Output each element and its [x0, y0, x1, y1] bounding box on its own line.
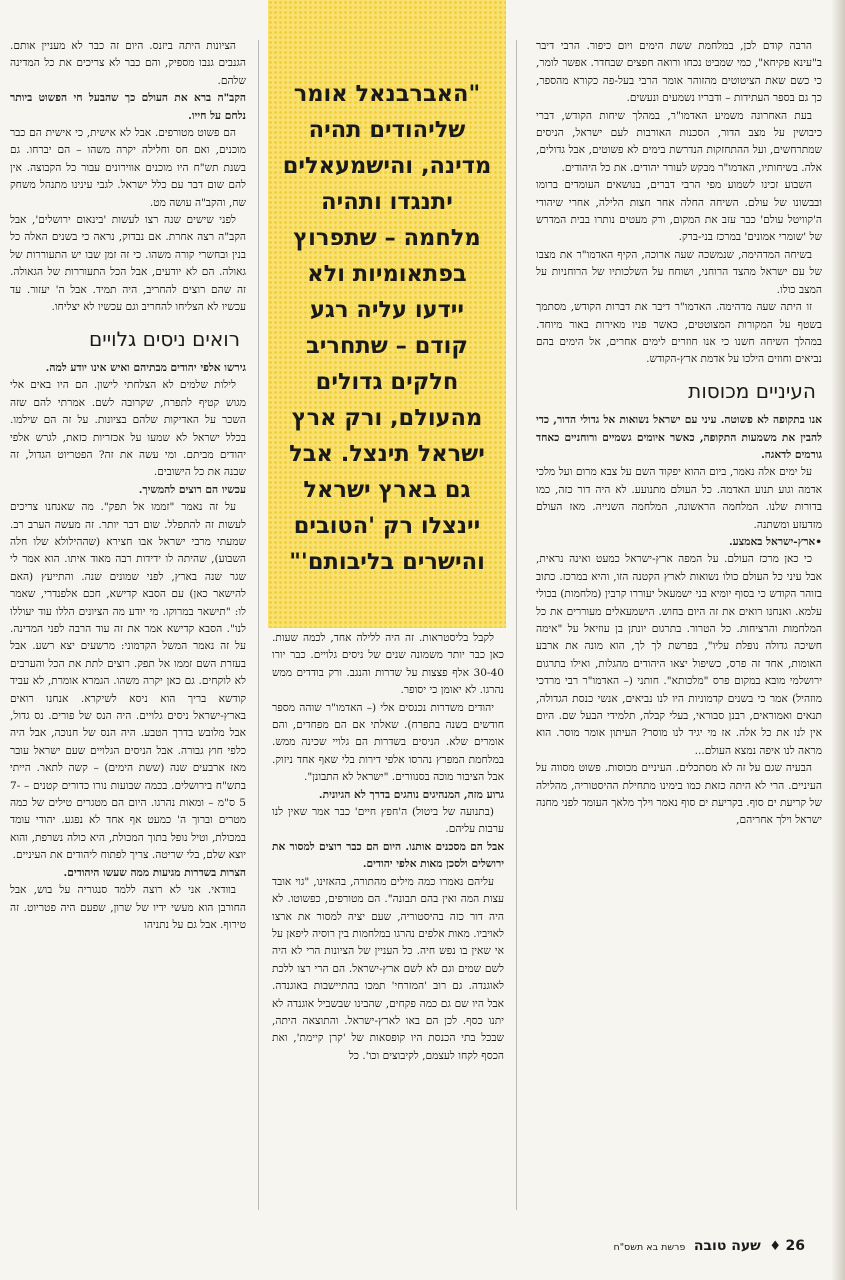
paragraph: עליהם נאמרו כמה מילים מהתורה, בהאזינו, "גוי אובד עצות המה ואין בהם תבונה". הם מטורפים, כפשוטו. לא היה דור כזה בהיסטוריה, שעם יציה למסור את ארצו לאויביו. מאות אלפים נהרגו במלחמות בין רוסיה ליפאן על אי שאין בו נפש חיה. כל העניין של הציונות הרי לא היה לשם שמים וגם לא לשם ארץ-ישראל. הם הרי רצו ללכת לאוגנדה. גם רוב 'המזרחי' תמכו בהתיישבות באוגנדה. אבל היו שם גם כמה פקחים, שהבינו שבשביל אוגנדה לא יתנו כסף. לכן הם באו לארץ-ישראל. והתוצאה היתה, שבכל בתי הכנסת היו קופסאות של 'קרן קיימת', ואת הכסף לקחו לעצמם, לקיבוצים וכו'. כל [272, 875, 504, 1062]
paragraph-bold: אנו בתקופה לא פשוטה. עיני עם ישראל נשואות אל גדולי הדור, כדי להבין את משמעות התקופה, כאשר איומים גשמיים ורוחניים כאחד גורמים לדאגה. [536, 414, 822, 461]
paragraph: בשיחה המדהימה, שנמשכה שעה ארוכה, הקיף האדמו"ר את מצבו של עם ישראל מהצד הרוחני, ושוחח על השלכותיו של הרוחניות על המצב כולו. [536, 248, 822, 296]
paragraph: זו היתה שעה מדהימה. האדמו"ר דיבר את דברות הקודש, מסתמך בשטף על המקורות המצוטטים, כאשר פניו מאירות באור מיוחד. במהלך השיחה חשנו כי אנו חוזרים לימים אחרים, אל הימים בהם נביאים וחוזים הילכו על אדמת ארץ-הקודש. [536, 301, 822, 366]
folio [613, 1238, 805, 1254]
paragraph: לילות שלמים לא הצלחתי לישון. הם היו באים אלי מגוש קטיף לתפרח, שקרובה לשם. אמרתי להם שזה השכר על האדיקות שלהם בציונות. על זה הם שילמו. בכלל ישראל לא שמעו על אכזריות כזאת, לגרש אלפי יהודים מביתם. ומי עשה את זה? הפטריוט הגדול, זה שבנה את כל הישובים. [10, 379, 246, 479]
paragraph: הרבה קודם לכן, במלחמת ששת הימים ויום כיפור. הרבי דיבר ב"עינא פקיחא", כמי שמביט נכחו ורואה חפצים שבחדר. אפשר לומר, כי כשם שאת הציטוטים מהזוהר אומר הרבי בעל-פה כקורא מהספר, כך גם בספר העתידות – ודבריו נשמעים ונעשים. [536, 40, 822, 105]
article-column-right [536, 38, 822, 1210]
page-footer [0, 1216, 845, 1280]
paragraph: לפני שישים שנה רצו לעשות 'בינאום ירושלים', אבל הקב"ה רצה אחרת. אם נבדוק, נראה כי בשנים האלה כל בנין ובחשרי קורה משהו. כי זה זמן שבו יש התעוררות של גאולה. הם לא יודעים, אבל הכל התעוררות של הגאולה. זה שהם רוצים להחריב, היה תמיד. אבל ה' יעזור. עד עכשיו לא הצליחו להחריב וגם עכשיו לא יצליחו. [10, 214, 246, 314]
column-divider [516, 40, 517, 1210]
paragraph-bold: •ארץ-ישראל באמצע. [728, 535, 822, 548]
paragraph: בוודאי. אני לא רוצה ללמד סנגוריה על בוש, אבל החורבן הוא מעשי ידיו של שרון, שפעם היה פטריוט. זה טירוף. אבל גם על נתניהו [10, 884, 246, 931]
paragraph-bold: גרוע מזה, המנהיגים נוהגים בדרך לא הגיונית. [318, 788, 504, 801]
paragraph: הציונות היתה ביזנס. היום זה כבר לא מעניין אותם. הגנבים גנבו מספיק, והם כבר לא צריכים את כל המדינה שלהם. [10, 40, 246, 87]
article-column-left [10, 38, 246, 1210]
paragraph-bold: הקב"ה ברא את העולם כך שהבעל חי הפשוט ביותר נלחם על חייו. [10, 92, 246, 122]
issue-label: פרשת בא תשס"ח [613, 1242, 686, 1253]
paragraph-bold: עכשיו הם רוצים להמשיך. [138, 483, 246, 496]
paragraph: בעת האחרונה משמיע האדמו"ר, במהלך שיחות הקודש, דברי כיבושין על מצב הדור, הסכנות האורבות לעם ישראל, הניסים שמתרחשים, ועל ההתחזקות הנדרשת בימים לא פשוטים, אבל גדולים, אלה. בשיחותיו, האדמו"ר מבקש לעורר יהודים. את כל היהודים. [536, 109, 822, 174]
paragraph: (בתנועה של ביטול) ה'חפץ חיים' כבר אמר שאין לנו ערבות עליהם. [272, 806, 504, 836]
pull-quote-box [268, 0, 506, 628]
paragraph: לקבל בליסטראות. זה היה ללילה אחד, לכמה שעות. כאן כבר יותר משמונה שנים של ניסים גלויים. כבר יורו 30-40 אלף פצצות על שדרות והנגב. ורק בודדים ממש נהרגו. לא יאומן כי יסופר. [272, 632, 504, 697]
paragraph: על ימים אלה נאמר, ביום ההוא יפקוד השם על צבא מרום ועל מלכי אדמה וגוע תנוע האדמה. כל העולם מתנועע. לא היה דור כזה, כמו בדורות שלנו. המלחמה הראשונה, המלחמה השנייה. מאז העולם מזדעזע ומשתנה. [536, 466, 822, 531]
paragraph: כי כאן מרכז העולם. על המפה ארץ-ישראל כמעט ואינה נראית, אבל עיני כל העולם כולו נשואות לארץ הקטנה הזו, והיא במרכז. כתוב בזוהר הקודש כי בסוף יומיא בני ישמעאל יעוררו קרבין (מלחמות) בכולי עלמא. ואנחנו רואים את זה היום בחוש. הישמעאלים מעוררים את כל המלחמות והרציחות. כל הטרור. בתרגום יונתן בן עוזיאל על "אימה חשיכה גדולה נופלת עליו", בפרשת לך לך, הוא מונה את ארבע האומות, אחד זה פרס, כשיפול יצאו היהודים מהגלות, ואילו בתרגום ירושלמי מובא במקום פרס "מלכותא". חותני (– האדמו"ר רבי מרדכי מוזהיל) אמר כי בשנים קדמוניות היו לנו נביאים, אנשי כנסת הגדולה, תנאים ואמוראים, רבנן סבוראי, בעלי קבלה, תלמידי הבעל שם. היום אין לנו את כל אלה. אז מי יגיד לנו מוסר? העיתון אומר מוסר. הוא מראה לנו איפה נמצא העולם... [536, 553, 822, 757]
page-number: 26 [785, 1238, 805, 1254]
section-heading: רואים ניסים גלויים [88, 326, 240, 351]
section-heading: העיניים מכוסות [688, 378, 816, 403]
page-edge-shadow [831, 0, 845, 1280]
paragraph-bold: אבל הם מסכנים אותנו. היום הם כבר רוצים למסור את ירושלים ולסכן מאות אלפי יהודים. [272, 840, 504, 871]
paragraph: הם פשוט מטורפים. אבל לא אישית, כי אישית הם כבר מוכנים, ואם חס וחלילה יקרה משהו – הם יברחו. גם בשנת תש"ח היו מוכנים אווירונים עבור כל הקבוצה. אין להם שום דבר עם כלל ישראל. לגבי עינינו מתנהל משחק שח, והקב"ה עושה מט. [10, 127, 246, 209]
paragraph: הבעיה שגם על זה לא מסתכלים. העיניים מכוסות. פשוט מסווה על העיניים. הרי לא היתה כזאת כמו בימינו מתחילת ההיסטוריה, מהלילה של קריעת ים סוף. בקריעת ים סוף נאמר וילך מלאך העומד לפני מחנה ישראל וילך אחריהם, [536, 762, 822, 827]
article-column-middle [272, 630, 504, 1210]
diamond-bullet-icon: ♦ [769, 1239, 781, 1254]
column-divider [258, 40, 259, 1210]
paragraph-bold: הצרות בשדרות מגיעות ממה שעשו היהודים. [63, 866, 246, 879]
magazine-name: שעה טובה [693, 1238, 761, 1254]
paragraph-bold: גירשו אלפי יהודים מבתיהם ואיש אינו יודע למה. [45, 361, 246, 374]
paragraph: על זה נאמר "זממו אל תפק". מה שאנחנו צריכים לעשות זה להתפלל. שום דבר יותר. זה מעשה הערב רב. שמעתי מרבי ישראל אבו חצירא (שההילולא שלו חלה השבוע), שהיתה לו ידידות רבה מאוד איתו. הוא אמר לי שגר שנה בארץ, לפני שמונים שנה. והתייעץ (האם להישאר כאן) עם הסבא קדישא, חכם אלפנדרי, שאמר לו: "תישאר במרוקו. מי יודע מה הציונים הללו עוד יעוללו לנו". הסבא קדישא אמר את זה עוד הרבה לפני המדינה. על זה נאמר המשל הקדמוני: מרשעים יצא רשע. אבל בעזרת השם זממו אל תפק. רוצים לתת את הכל והערבים לא לוקחים. גם כאן יקרה משהו. הגמרא אומרת, לא עביד קודשא בריך הוא ניסא לשיקרא. אנחנו רואים בארץ-ישראל ניסים גלויים. היה הנס של פורים. נס גדול, אבל מלובש בדרך הטבע. היה הנס של חנוכה, אבל היה כלפי חוץ גבורה. אבל הניסים הגלויים שעם ישראל עובר מאז ארבעים שנה (ששת הימים) – קשה לתאר. הייתי בתש"ח בירושלים. בכמה שבועות נורו כדורים קטנים – 7-5 ס"מ – ומאות נהרגו. היום הם מטגרים טילים של כמה מטרים וברוך ה' כמעט אף אחד לא נפגע. יהודי עומד במכולת, וטיל נופל בתוך המכולת, היא כולה נשרפת, והוא יוצא שלם, בלי שריטה. צריך לפתוח ליהודים את העיניים. [10, 501, 246, 862]
pull-quote: "האברבנאל אומר שליהודים תהיה מדינה, והישמעאלים יתנגדו ותהיה מלחמה – שתפרוץ בפתאומיות ולא יידעו עליה רגע קודם – שתחריב חלקים גדולים מהעולם, ורק ארץ ישראל תינצל. אבל גם בארץ ישראל יינצלו רק 'הטובים והישרים בליבותם'" [282, 81, 492, 575]
paragraph: השבוע זכינו לשמוע מפי הרבי דברים, בנושאים העומדים ברומו ובבשונו של עולם. השיחה החלה אחר חצות הלילה, אחרי שיהודי ה'קוויטל עולם' כבר עזב את המקום, ורק מעטים נותרו בבית המדרש של 'שומרי אמונים' במרכז בני-ברק. [536, 179, 822, 244]
paragraph: יהודים משדרות נכנסים אלי (– האדמו"ר שוהה מספר חודשים בשנה בתפרח). שאלתי אם הם מפחדים, והם אומרים שלא. הניסים בשדרות הם גלויי שכינה ממש. במלחמת המפרץ נהרסו אלפי דירות בלי שאף אחד ניזוק. אבל הציבור מוכה בסנוורים. "ישראל לא התבונן". [272, 701, 504, 784]
